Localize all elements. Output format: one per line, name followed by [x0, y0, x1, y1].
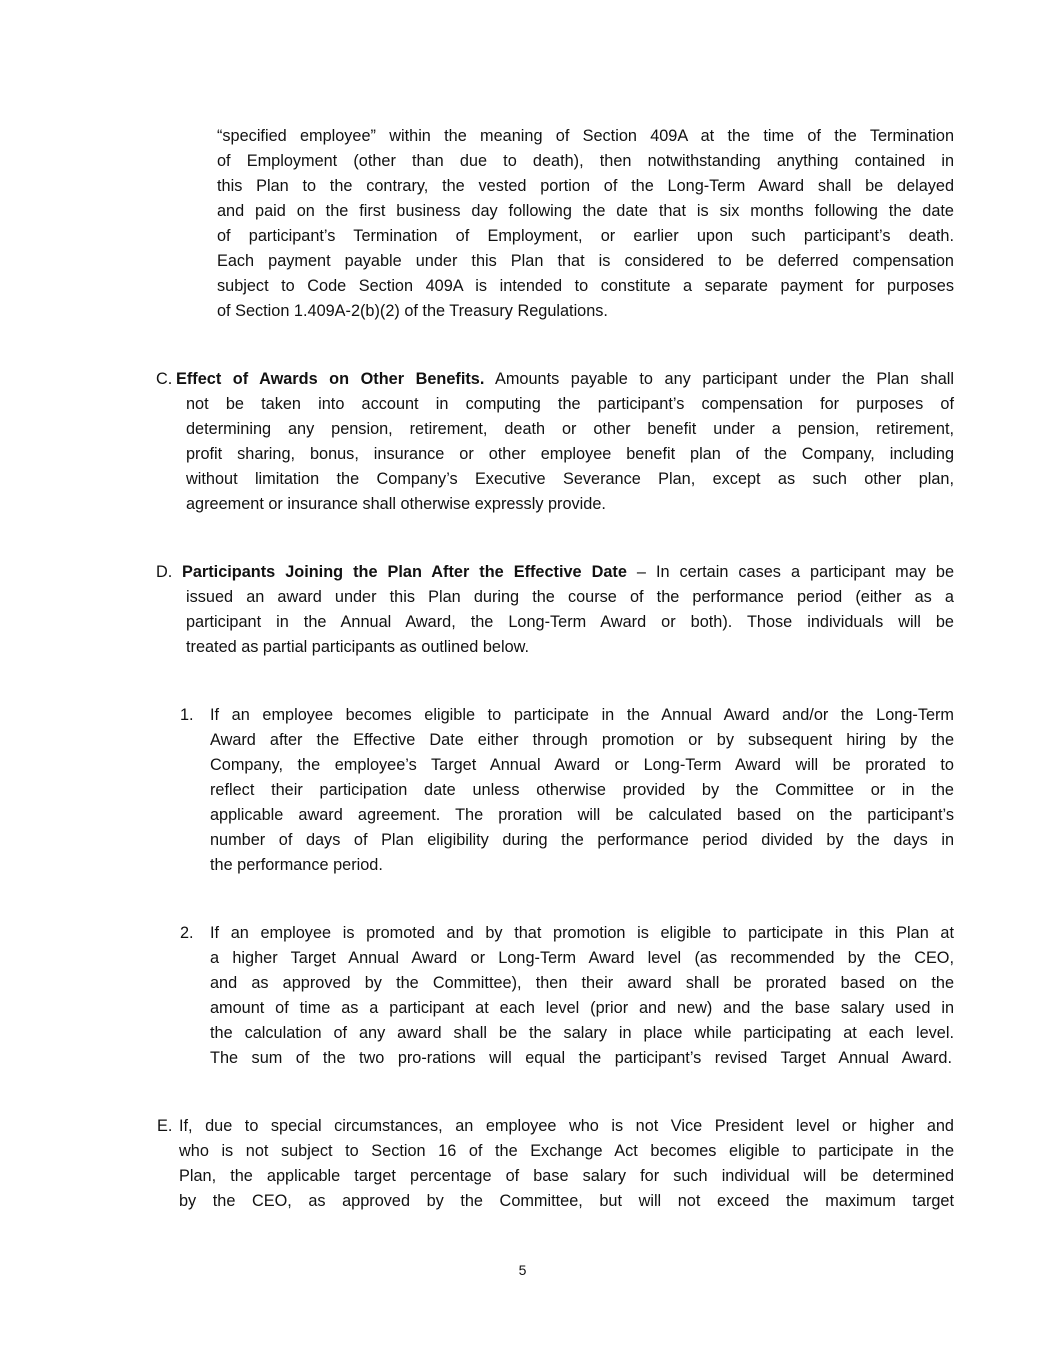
list-item-1	[180, 703, 954, 878]
text-line: by the CEO, as approved by the Committee, but will not exceed the maximum target	[179, 1192, 954, 1210]
text-line: of Employment (other than due to death), then notwithstanding anything contained in	[217, 152, 954, 170]
text-line: If an employee becomes eligible to participate in the Annual Award and/or the Long-Term	[210, 706, 954, 724]
text-line: treated as partial participants as outlined below.	[186, 638, 530, 656]
text-line: Award after the Effective Date either through promotion or by subsequent hiring by the	[210, 731, 954, 749]
text-line: Plan, the applicable target percentage of base salary for such individual will be determined	[179, 1167, 954, 1185]
text-line: If, due to special circumstances, an employee who is not Vice President level or higher and	[179, 1117, 954, 1135]
paragraph-b-continuation	[217, 124, 954, 324]
list-item-2	[180, 921, 954, 1071]
text-line: Each payment payable under this Plan that is considered to be deferred compensation	[217, 252, 954, 270]
text-line: Amounts payable to any participant under the Plan shall	[484, 370, 954, 388]
text-line: and as approved by the Committee), then their award shall be prorated based on the	[210, 974, 954, 992]
section-e	[157, 1114, 954, 1214]
text-line: a higher Target Annual Award or Long-Term Award level (as recommended by the CEO,	[210, 949, 954, 967]
section-heading: Participants Joining the Plan After the Effective Date	[182, 563, 627, 581]
text-line: amount of time as a participant at each level (prior and new) and the base salary used in	[210, 999, 954, 1017]
list-marker: 2.	[180, 924, 194, 942]
text-line: this Plan to the contrary, the vested portion of the Long-Term Award shall be delayed	[217, 177, 954, 195]
text-line: reflect their participation date unless otherwise provided by the Committee or in the	[210, 781, 954, 799]
text-line: of participant’s Termination of Employment, or earlier upon such participant’s death.	[217, 227, 954, 245]
list-marker: 1.	[180, 706, 194, 724]
text-line: number of days of Plan eligibility during the performance period divided by the days in	[210, 831, 954, 849]
text-line: determining any pension, retirement, death or other benefit under a pension, retirement,	[186, 420, 954, 438]
text-line: the performance period.	[210, 856, 383, 874]
text-line: If an employee is promoted and by that promotion is eligible to participate in this Plan at	[210, 924, 954, 942]
text-line: not be taken into account in computing the participant’s compensation for purposes of	[186, 395, 954, 413]
text-line: and paid on the first business day following the date that is six months following the date	[217, 202, 954, 220]
page-number: 5	[518, 1262, 527, 1278]
section-c	[156, 367, 954, 517]
section-heading-line	[176, 367, 954, 392]
text-line: the calculation of any award shall be the salary in place while participating at each level.	[210, 1024, 954, 1042]
text-line: without limitation the Company’s Executive Severance Plan, except as such other plan,	[186, 470, 954, 488]
text-line: applicable award agreement. The proration will be calculated based on the participant’s	[210, 806, 954, 824]
text-line: – In certain cases a participant may be	[626, 563, 955, 581]
text-line: The sum of the two pro-rations will equal the participant’s revised Target Annual Award.	[210, 1049, 952, 1067]
text-line: who is not subject to Section 16 of the Exchange Act becomes eligible to participate in the	[179, 1142, 954, 1160]
section-heading: Effect of Awards on Other Benefits.	[176, 370, 485, 388]
text-line: participant in the Annual Award, the Long-Term Award or both). Those individuals will be	[186, 613, 954, 631]
text-line: of Section 1.409A-2(b)(2) of the Treasury Regulations.	[217, 302, 608, 320]
section-marker: D.	[156, 563, 173, 581]
text-line: “specified employee” within the meaning of Section 409A at the time of the Termination	[217, 127, 954, 145]
text-line: subject to Code Section 409A is intended to constitute a separate payment for purposes	[217, 277, 954, 295]
section-d	[156, 560, 955, 660]
text-line: Company, the employee’s Target Annual Award or Long-Term Award will be prorated to	[210, 756, 954, 774]
section-marker: E.	[157, 1117, 173, 1135]
section-heading-line	[182, 560, 954, 585]
text-line: issued an award under this Plan during the course of the performance period (either as a	[186, 588, 954, 606]
section-marker: C.	[156, 370, 173, 388]
text-line: profit sharing, bonus, insurance or other employee benefit plan of the Company, including	[186, 445, 954, 463]
text-line: agreement or insurance shall otherwise expressly provide.	[186, 495, 606, 513]
